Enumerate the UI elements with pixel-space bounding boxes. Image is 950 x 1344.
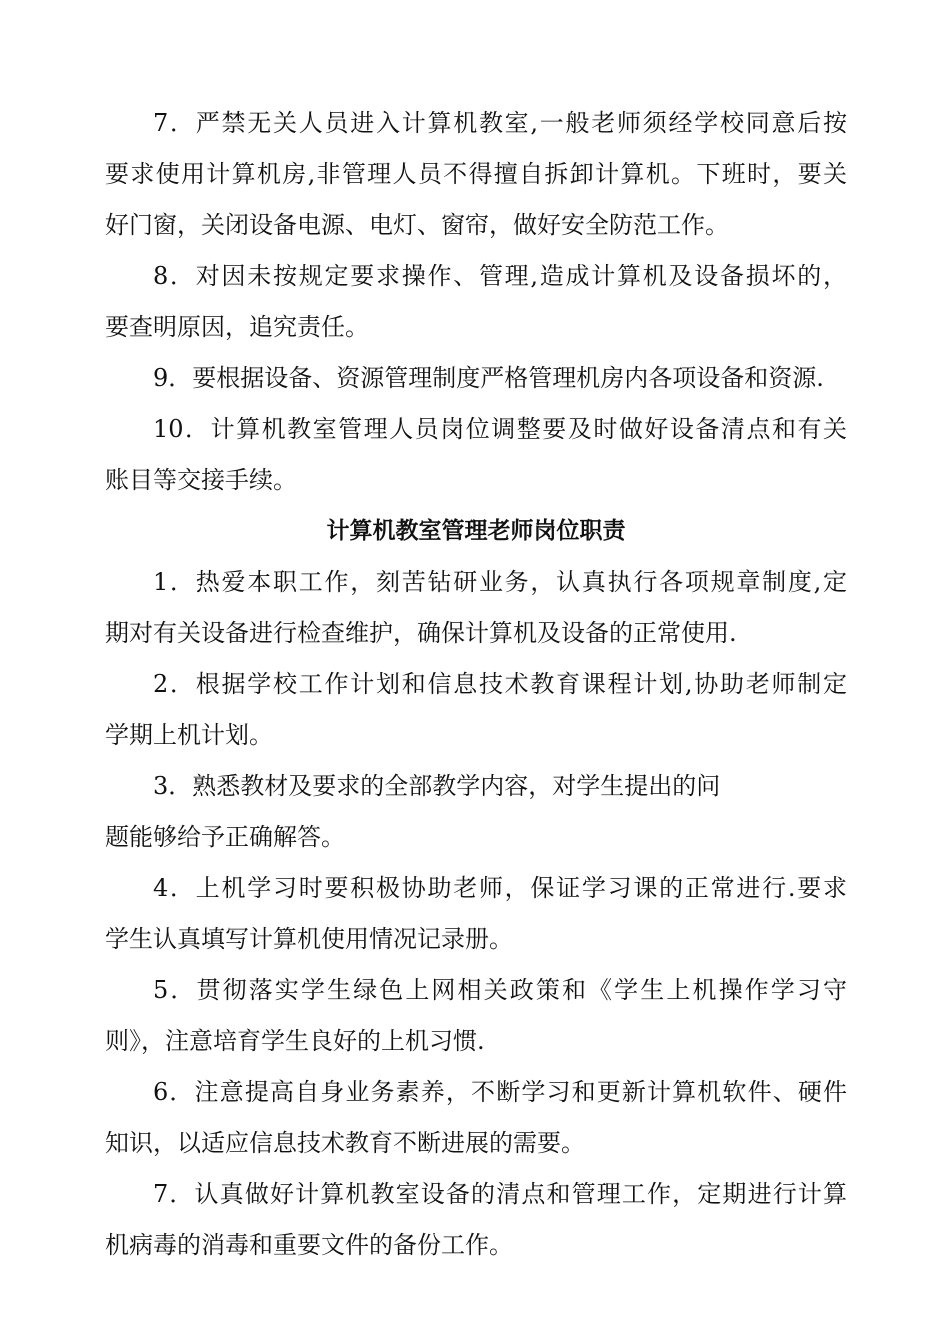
duty-7-line-1: 7．认真做好计算机教室设备的清点和管理工作，定期进行计算 <box>153 1180 847 1208</box>
rule-7-line-3: 好门窗，关闭设备电源、电灯、窗帘，做好安全防范工作。 <box>105 211 729 239</box>
duty-2-line-1: 2．根据学校工作计划和信息技术教育课程计划,协助老师制定 <box>153 670 847 698</box>
duty-5 <box>105 965 847 1067</box>
duty-7 <box>105 1169 847 1271</box>
rule-10 <box>105 404 847 506</box>
rule-9 <box>105 353 847 404</box>
section-title: 计算机教室管理老师岗位职责 <box>326 518 626 544</box>
rule-7-line-2: 要求使用计算机房,非管理人员不得擅自拆卸计算机。下班时，要关 <box>105 160 847 188</box>
duty-5-line-2: 则》，注意培育学生良好的上机习惯. <box>105 1027 485 1055</box>
document-body <box>105 98 847 1271</box>
duty-2-line-2: 学期上机计划。 <box>105 721 273 749</box>
duty-3-line-1: 3．熟悉教材及要求的全部教学内容，对学生提出的问 <box>153 772 721 800</box>
rule-10-line-1: 10．计算机教室管理人员岗位调整要及时做好设备清点和有关 <box>153 415 847 443</box>
duty-7-line-2: 机病毒的消毒和重要文件的备份工作。 <box>105 1231 513 1259</box>
duty-4 <box>105 863 847 965</box>
rule-8-line-2: 要查明原因，追究责任。 <box>105 313 369 341</box>
duty-1-line-1: 1．热爱本职工作，刻苦钻研业务，认真执行各项规章制度,定 <box>153 568 847 596</box>
duty-3-line-2: 题能够给予正确解答。 <box>105 823 345 851</box>
duty-1-line-2: 期对有关设备进行检查维护，确保计算机及设备的正常使用. <box>105 619 737 647</box>
rule-9-line-1: 9．要根据设备、资源管理制度严格管理机房内各项设备和资源. <box>153 364 824 392</box>
duty-3 <box>105 761 847 863</box>
duty-1 <box>105 557 847 659</box>
rule-8 <box>105 251 847 353</box>
duty-6-line-1: 6．注意提高自身业务素养，不断学习和更新计算机软件、硬件 <box>153 1078 847 1106</box>
rule-7 <box>105 98 847 251</box>
duty-6-line-2: 知识，以适应信息技术教育不断进展的需要。 <box>105 1129 585 1157</box>
duty-6 <box>105 1067 847 1169</box>
rule-7-line-1: 7．严禁无关人员进入计算机教室,一般老师须经学校同意后按 <box>153 109 847 137</box>
rule-8-line-1: 8．对因未按规定要求操作、管理,造成计算机及设备损坏的， <box>153 262 847 290</box>
duty-5-line-1: 5．贯彻落实学生绿色上网相关政策和《学生上机操作学习守 <box>153 976 847 1004</box>
duty-4-line-1: 4．上机学习时要积极协助老师，保证学习课的正常进行.要求 <box>153 874 847 902</box>
duty-2 <box>105 659 847 761</box>
duty-4-line-2: 学生认真填写计算机使用情况记录册。 <box>105 925 513 953</box>
rule-10-line-2: 账目等交接手续。 <box>105 466 297 494</box>
